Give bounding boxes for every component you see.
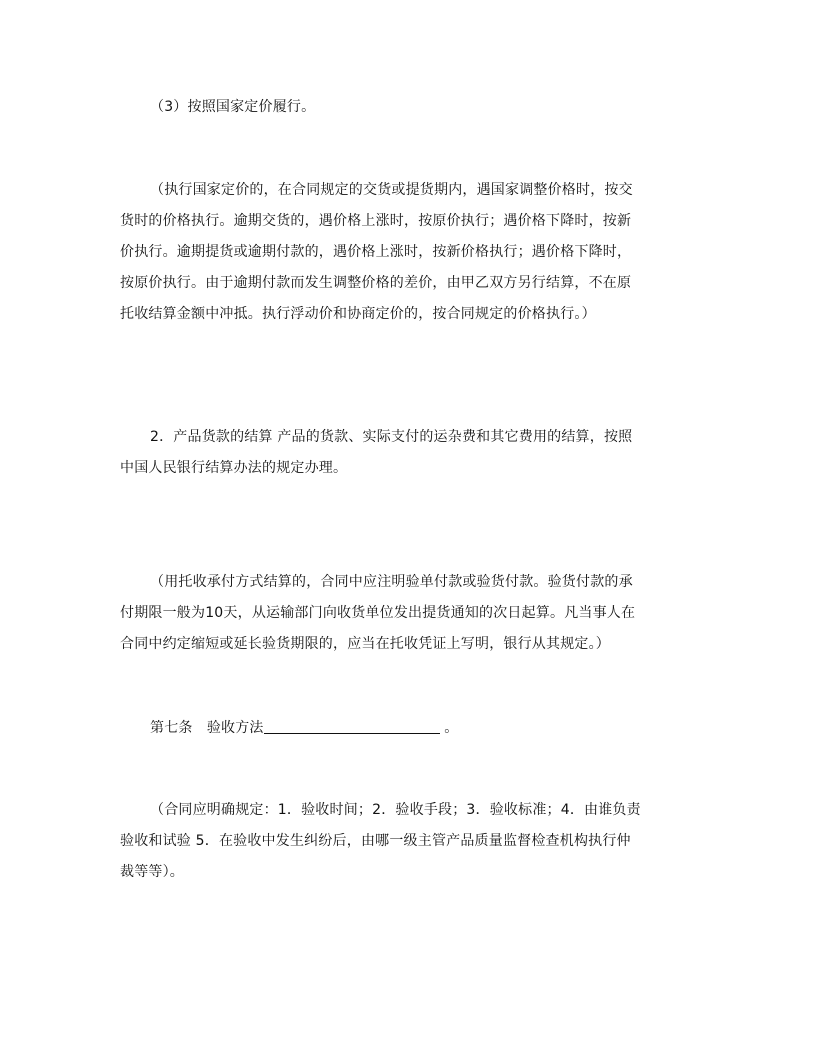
text-line: （用托收承付方式结算的，合同中应注明验单付款或验货付款。验货付款的承: [150, 574, 633, 590]
text-line: 2．产品货款的结算 产品的货款、实际支付的运杂费和其它费用的结算，按照: [150, 429, 633, 445]
sentence-end: 。: [444, 720, 459, 736]
text-line: 付期限一般为10天，从运输部门向收货单位发出提货通知的次日起算。凡当事人在: [120, 605, 636, 621]
article-label: 第七条: [150, 720, 193, 736]
paragraph-inspection-note: [120, 795, 700, 888]
text-line: （3）按照国家定价履行。: [150, 99, 316, 115]
text-line: 按原价执行。由于逾期付款而发生调整价格的差价，由甲乙双方另行结算，不在原: [120, 275, 632, 291]
paragraph-article-7: [120, 713, 700, 744]
inspection-method-blank[interactable]: [264, 719, 440, 734]
field-label: 验收方法: [206, 720, 264, 736]
text-line: 合同中约定缩短或延长验货期限的，应当在托收凭证上写明，银行从其规定。）: [120, 636, 610, 652]
text-line: 验收和试验 5．在验收中发生纠纷后，由哪一级主管产品质量监督检查机构执行仲: [120, 833, 631, 849]
text-line: （执行国家定价的，在合同规定的交货或提货期内，遇国家调整价格时，按交: [150, 182, 633, 198]
text-line: 裁等等）。: [120, 864, 184, 880]
paragraph-state-price-note: [120, 175, 700, 330]
text-line: 中国人民银行结算办法的规定办理。: [120, 460, 348, 476]
text-line: [120, 713, 700, 744]
paragraph-collection-note: [120, 567, 700, 660]
paragraph-price-clause-3: [120, 92, 700, 123]
text-line: （合同应明确规定：1．验收时间；2．验收手段；3．验收标准；4．由谁负责: [150, 802, 641, 818]
text-line: 价执行。逾期提货或逾期付款的，遇价格上涨时，按新价格执行；遇价格下降时，: [120, 244, 632, 260]
text-line: 托收结算金额中冲抵。执行浮动价和协商定价的，按合同规定的价格执行。）: [120, 306, 596, 322]
text-line: 货时的价格执行。逾期交货的，遇价格上涨时，按原价执行；遇价格下降时，按新: [120, 213, 632, 229]
paragraph-payment-settlement: [120, 422, 700, 484]
